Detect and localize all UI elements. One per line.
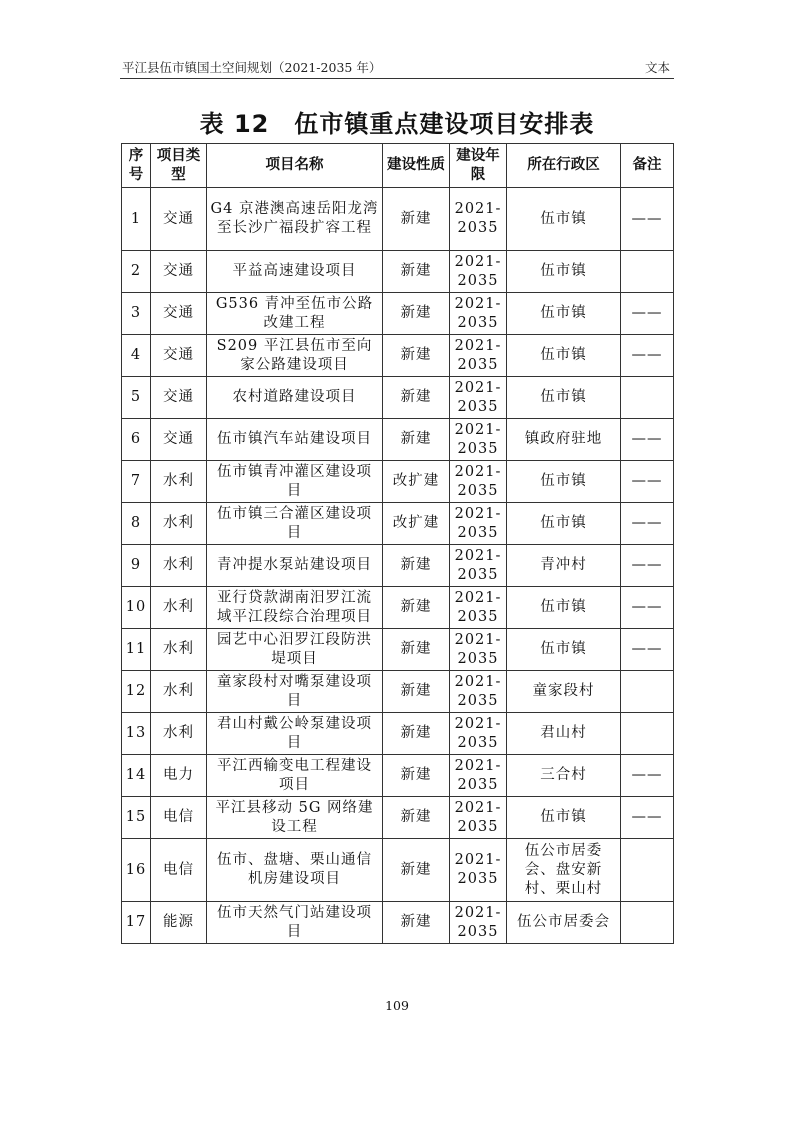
cell-years: 2021-2035: [450, 419, 507, 461]
cell-name: 农村道路建设项目: [207, 377, 383, 419]
cell-nature: 新建: [383, 839, 450, 902]
table-row: [122, 545, 674, 587]
table-row: [122, 377, 674, 419]
cell-region: 伍市镇: [507, 797, 621, 839]
cell-nature: 新建: [383, 713, 450, 755]
cell-nature: 新建: [383, 671, 450, 713]
cell-note: ——: [621, 545, 674, 587]
cell-nature: 新建: [383, 293, 450, 335]
cell-name: 园艺中心汨罗江段防洪堤项目: [207, 629, 383, 671]
table-row: [122, 461, 674, 503]
cell-note: ——: [621, 503, 674, 545]
cell-seq: 4: [122, 335, 151, 377]
cell-note: ——: [621, 629, 674, 671]
table-title: 表 12 伍市镇重点建设项目安排表: [199, 110, 595, 138]
table-row: [122, 188, 674, 251]
cell-years: 2021-2035: [450, 377, 507, 419]
cell-note: [621, 902, 674, 944]
document-title: 平江县伍市镇国土空间规划（2021-2035 年）: [122, 60, 382, 75]
cell-name: 伍市、盘塘、栗山通信机房建设项目: [207, 839, 383, 902]
cell-nature: 新建: [383, 755, 450, 797]
cell-note: ——: [621, 587, 674, 629]
cell-seq: 16: [122, 839, 151, 902]
cell-nature: 新建: [383, 587, 450, 629]
cell-seq: 8: [122, 503, 151, 545]
cell-region: 三合村: [507, 755, 621, 797]
cell-name: 童家段村对嘴泵建设项目: [207, 671, 383, 713]
cell-region: 君山村: [507, 713, 621, 755]
cell-seq: 6: [122, 419, 151, 461]
header-name: 项目名称: [207, 144, 383, 188]
cell-type: 交通: [151, 377, 207, 419]
cell-years: 2021-2035: [450, 293, 507, 335]
cell-seq: 2: [122, 251, 151, 293]
cell-type: 交通: [151, 293, 207, 335]
header-seq: 序号: [122, 144, 151, 188]
page-number: 109: [385, 998, 409, 1013]
section-label: 文本: [644, 60, 670, 75]
cell-years: 2021-2035: [450, 335, 507, 377]
cell-type: 电信: [151, 839, 207, 902]
table-header-row: [122, 144, 674, 188]
cell-region: 伍公市居委会、盘安新村、栗山村: [507, 839, 621, 902]
cell-seq: 3: [122, 293, 151, 335]
cell-years: 2021-2035: [450, 188, 507, 251]
cell-type: 能源: [151, 902, 207, 944]
cell-region: 镇政府驻地: [507, 419, 621, 461]
cell-type: 水利: [151, 587, 207, 629]
cell-type: 水利: [151, 713, 207, 755]
cell-note: [621, 377, 674, 419]
cell-region: 童家段村: [507, 671, 621, 713]
cell-years: 2021-2035: [450, 545, 507, 587]
cell-type: 电信: [151, 797, 207, 839]
cell-name: 伍市天然气门站建设项目: [207, 902, 383, 944]
table-row: [122, 902, 674, 944]
cell-note: [621, 671, 674, 713]
table-row: [122, 335, 674, 377]
cell-seq: 7: [122, 461, 151, 503]
cell-name: 伍市镇三合灌区建设项目: [207, 503, 383, 545]
cell-nature: 新建: [383, 335, 450, 377]
cell-years: 2021-2035: [450, 629, 507, 671]
header-nature: 建设性质: [383, 144, 450, 188]
cell-note: [621, 713, 674, 755]
cell-nature: 新建: [383, 797, 450, 839]
table-row: [122, 293, 674, 335]
table-row: [122, 755, 674, 797]
cell-region: 伍市镇: [507, 461, 621, 503]
cell-seq: 12: [122, 671, 151, 713]
cell-seq: 1: [122, 188, 151, 251]
cell-years: 2021-2035: [450, 461, 507, 503]
cell-seq: 17: [122, 902, 151, 944]
header-note: 备注: [621, 144, 674, 188]
cell-region: 伍市镇: [507, 293, 621, 335]
cell-nature: 新建: [383, 251, 450, 293]
cell-type: 电力: [151, 755, 207, 797]
cell-nature: 新建: [383, 188, 450, 251]
cell-type: 水利: [151, 461, 207, 503]
cell-type: 水利: [151, 671, 207, 713]
cell-name: 平益高速建设项目: [207, 251, 383, 293]
cell-name: 伍市镇青冲灌区建设项目: [207, 461, 383, 503]
cell-nature: 改扩建: [383, 461, 450, 503]
cell-name: G4 京港澳高速岳阳龙湾至长沙广福段扩容工程: [207, 188, 383, 251]
cell-years: 2021-2035: [450, 251, 507, 293]
cell-region: 伍市镇: [507, 587, 621, 629]
cell-note: ——: [621, 335, 674, 377]
cell-note: ——: [621, 188, 674, 251]
cell-region: 伍市镇: [507, 629, 621, 671]
cell-seq: 15: [122, 797, 151, 839]
cell-note: ——: [621, 797, 674, 839]
cell-name: 平江县移动 5G 网络建设工程: [207, 797, 383, 839]
header-type: 项目类型: [151, 144, 207, 188]
cell-region: 伍市镇: [507, 188, 621, 251]
cell-seq: 10: [122, 587, 151, 629]
cell-type: 水利: [151, 503, 207, 545]
cell-years: 2021-2035: [450, 713, 507, 755]
cell-region: 伍市镇: [507, 503, 621, 545]
cell-seq: 11: [122, 629, 151, 671]
cell-name: 亚行贷款湖南汨罗江流域平江段综合治理项目: [207, 587, 383, 629]
table-row: [122, 587, 674, 629]
cell-name: G536 青冲至伍市公路改建工程: [207, 293, 383, 335]
cell-years: 2021-2035: [450, 503, 507, 545]
cell-seq: 5: [122, 377, 151, 419]
table-row: [122, 629, 674, 671]
cell-years: 2021-2035: [450, 671, 507, 713]
project-table: [121, 143, 674, 944]
cell-note: ——: [621, 461, 674, 503]
cell-region: 伍市镇: [507, 335, 621, 377]
cell-nature: 新建: [383, 629, 450, 671]
cell-type: 水利: [151, 545, 207, 587]
cell-name: 平江西输变电工程建设项目: [207, 755, 383, 797]
cell-note: ——: [621, 755, 674, 797]
cell-nature: 新建: [383, 902, 450, 944]
cell-years: 2021-2035: [450, 587, 507, 629]
cell-note: [621, 251, 674, 293]
cell-note: ——: [621, 419, 674, 461]
cell-nature: 新建: [383, 377, 450, 419]
table-row: [122, 503, 674, 545]
cell-type: 交通: [151, 251, 207, 293]
table-row: [122, 839, 674, 902]
cell-years: 2021-2035: [450, 755, 507, 797]
cell-name: 青冲提水泵站建设项目: [207, 545, 383, 587]
cell-seq: 14: [122, 755, 151, 797]
cell-seq: 13: [122, 713, 151, 755]
table-row: [122, 797, 674, 839]
cell-type: 交通: [151, 188, 207, 251]
cell-nature: 新建: [383, 545, 450, 587]
cell-seq: 9: [122, 545, 151, 587]
cell-years: 2021-2035: [450, 839, 507, 902]
cell-region: 伍市镇: [507, 377, 621, 419]
cell-region: 伍市镇: [507, 251, 621, 293]
table-row: [122, 251, 674, 293]
header-divider: [120, 78, 674, 79]
cell-note: [621, 839, 674, 902]
cell-region: 伍公市居委会: [507, 902, 621, 944]
cell-type: 交通: [151, 335, 207, 377]
cell-region: 青冲村: [507, 545, 621, 587]
table-row: [122, 419, 674, 461]
cell-type: 交通: [151, 419, 207, 461]
header-region: 所在行政区: [507, 144, 621, 188]
cell-nature: 改扩建: [383, 503, 450, 545]
cell-years: 2021-2035: [450, 902, 507, 944]
header-years: 建设年限: [450, 144, 507, 188]
table-row: [122, 671, 674, 713]
cell-type: 水利: [151, 629, 207, 671]
cell-name: 君山村戴公岭泵建设项目: [207, 713, 383, 755]
cell-years: 2021-2035: [450, 797, 507, 839]
page-header: [120, 56, 674, 76]
cell-note: ——: [621, 293, 674, 335]
cell-name: S209 平江县伍市至向家公路建设项目: [207, 335, 383, 377]
table-row: [122, 713, 674, 755]
cell-nature: 新建: [383, 419, 450, 461]
cell-name: 伍市镇汽车站建设项目: [207, 419, 383, 461]
